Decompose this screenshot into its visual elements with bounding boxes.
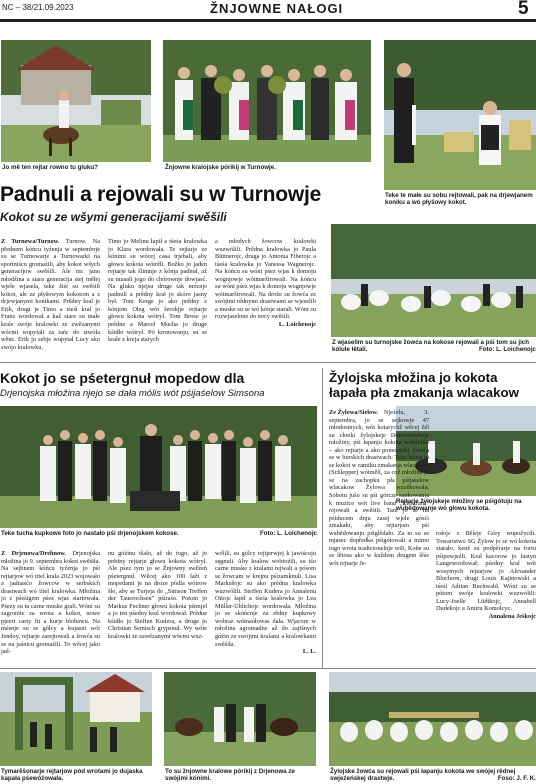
article1-col1 [1,238,100,351]
article3-signature: Annalena Ješkojc [488,613,536,621]
header-rule [0,19,536,22]
caption-photo-8: To su žnjowne kralowe pórikij z Drjenowa ze swójimi kónimi. [165,768,295,783]
article1-dateline: Z Turnowa/Turnow. [1,238,60,245]
article2-col3-text: wólili, su gólcy rejtjerwjej k jawiścoju sęgnuli. Aby kralow wobtoźili, su tśo carne muske z kralami rejwali a póśom se žowcam w krejnu pśizamknuli. Lisa Markušojc su ako prědna kralowka wuzwólili. Steffen Kudera jo Annalenu Ottojc łapił a tśeśa kralowka jo Lea Müller-Uhlichojc wordowała. Młožina jo se skóńcnje za rědny kupkowy wobraz wótnaółowas dała. Wjacore w młožina agromadne až do zajtšnych góźin ze swójimi kralami a kralowkami swěśiła. [215,550,316,648]
article2-col1-text: Drjenojska młožina jo 9. septembra kokot swěśiła. Na sejbnem kóńcu tyźenja jo pśi rejtarjow wó titel krala 2023 wojowało a jadnasćo žowcow w serbskich drastwach wó titel kralowka. Młožina jo z pśeśigem pśez wjas startowała. Pśezy su tu carne muske grali. Wóni su zagronite za wrota a kokot, nowe pjeeri carty fit a kurje blobawu. Na mésnje su se gólcy a kujasni wót Jendoy, rejtarje zarejtowali a žowća su se na jaśnicu gromaźili. To wěcej jako jad- [1,550,100,656]
article2-col2-text: nu góźinu tšało, až do togo, až jo prědny rejtarje głowu kokota wótrył. Ale pśez tym jo se Žnjowny swěźeń pśetergnuł. Wěcej ako 100 lažt z mopedami je na droze pódla wótrow šło, aby se Turjeja do „Simson Treffen der Tauerochsen" pśiraśo. Potom jo Markus Fechner głowu kokota pśimjeł a jo ten pśedny kral wordował. Prědne kśidło jo Steffen Kudera, a druge jo Christian Semisch grypsnuł. Wy wóte kralowki ze zawězanymi wócmi wuz- [108,550,207,641]
article2-col1 [1,550,100,656]
caption-photo-6: Rejtarje žylojskeje młožiny se pśigótuju na wubědowanje wó głowu kokota. [396,498,522,513]
article1-col1-text: Turnow. Na přednem kóńcu tyźenja w septembrje su se Turnowarje a Turnowarki na sportniścu gromaźili, aby kokot wšych generacijow swěśili. Ale nic jano młodźina a stara generacija stej měłej wjele wjasela, teke źiśi su swěśili kokot, ale ze płyšowym kokotom a z drjewjanymi konikami. Prědny kral je Erik, drugi je Timo a tśeśi kral jo Franz wordował a kaž stare su małe krale swóje kralowki ze zwězanymi wócmi wupytali za tańc do stwóła wěnc. Erik jo sebje wupytał Lucy ako swójo kralowku, [1,238,100,351]
article3-col2-text: rołojc z Běleje Góry wupožycili. Towaristwo SG Žylow jo se wó kokota starało, kenž su podpěrarje na fortu pśipowjeźli. Kral kacorow jo lustyn Langewordował; pśedny kral wót wosymych rejtarjow jo Alexander Blochorn, drugi Louis Kajinowski a tśeśi Adrian Buchwald. Wóni su se pótom swóje kralowki wuzwólili: Lucy-Joelle Lüdtkojc, Annabell Dudekojc a Amiru Komolcyc. [436,530,536,613]
page-number: 5 [518,0,529,19]
photo-turnow-dance [331,224,536,337]
caption-photo-4 [332,339,536,354]
caption-photo-9 [330,768,536,783]
article3-dateline: Ze Žylowa/Sielow. [329,409,378,416]
issue-number: NC – 38/21.09.2023 [2,3,74,12]
article1-col3-text: a młodych žowcow kralowki wuzwólili. Prědna kralowka jo Paula Büttnerojc, druga jo Antonia Fiberojc a tśeśa kralowka jo Vanessa Wagnerojc. Na kóńcu su wóni pśez wjas k domoju wognjowje wótmarširowali. Na kóńcu su wóni pśez wjas k domoju wognjowje wótmarširowali. Na drože su žowća ze swójimi rědnymi drastwami se wjeselili a muske su se wó kónje starali. Wóni su rozwjaselone do nocy swěśili. [215,238,316,321]
photo-credit-4: Foto: L. Loichenojc [478,346,536,354]
section-title: ŽNJOWNE NAŁOGI [210,1,344,16]
photo-drehnow-group [0,406,317,528]
caption-photo-4-text: Z wjaselim su turnojske žowća na kokose rejowali a pśi tom su jich kólule łětali. [332,339,530,354]
divider-1 [0,362,536,363]
article1-col2 [108,238,207,344]
photo-sielow-dancers [329,672,536,766]
photo-rider-horse [1,40,151,162]
article2-dateline: Z Drjenowa/Drehnow. [1,550,66,557]
article2-col2 [108,550,207,641]
article1-col3 [215,238,316,329]
caption-photo-5-text: Teke tucha kupkowe foto jo nastało pśi drjenojskem kokose. [1,530,179,537]
article2-subhead: Drjenojska młožina njejo se dała mólis wót pśijaśelow Simsona [0,388,265,399]
caption-photo-1: Jo mě ten rejtar rowno tu gluku? [2,164,98,171]
article2-col3 [215,550,316,656]
photo-children-ride [384,40,536,190]
caption-photo-2: Žnjowne kralojske pórikij w Turnowje. [165,164,276,171]
column-divider [322,368,323,668]
article3-col1 [329,409,429,567]
article1-headline: Padnuli a rejowali su w Turnowje [0,183,322,206]
caption-photo-9-text: Žylojske žowća su rejowali pśi łapanju kokota we swójej rědnej swjeźeńskej drastwje. [330,768,516,783]
article1-subhead: Kokot su ze wšymi generacijami swěšili [0,210,227,224]
photo-credit-9: Foso: J. F. K. [497,775,536,783]
divider-2 [0,668,536,669]
article2-signature: L. L. [302,648,316,656]
article3-col2 [436,530,536,621]
article2-headline: Kokot jo se pśetergnuł mopedow dla [0,370,245,386]
photo-credit-5: Foto: L. Loichenojc [259,530,317,537]
photo-gate-band [0,672,152,766]
article1-signature: L. Loichenojc [278,321,316,329]
caption-photo-3: Teke te małe su sobu rejtowali, pak na drjewjanem koniku a wó płyšowy kokot. [385,192,533,207]
article3-headline: Žylojska młožina jo kokota łapała pła zmakanja wlacakow [329,370,519,400]
caption-photo-7: Tymarěšonarje rejtarjow pód wrotami jo dujaska kapała pśewóźowała. [1,768,143,783]
photo-drehnow-couples-horses [164,672,316,766]
article1-col2-text: Timo jo Melinu łapił a tśeśa kralowka jo Klara wordowała. Te rejtarje ze kónimi su wócej casa trjebali, aby głowu kokota wótrěli. Božko jo jaden rejtarje tak šlimnje z kónja padnuł, až su musali jogo do chórownje dowjasć. Na gluku njejsu druge tak mócnje padnuli a prědny kral jo skóro jasny był. Toni Kerge jo ako prědny z kónjom Oleg wót šerokjje rejtarje głowu kokota wótrył. Tom Brose jo prědne a Marcel Mucha jo druge kśidło wótrył. Pó kronowanju, su se krale z kreja starych [108,238,207,344]
article3-col1-text: Njeźelu, 3. septembra, jo se sejkowje 47 młodostnych, wót kotarychž wěcej žél su cłonki žylojskeje Domowinskeje młožiny, pśi łapanju kokota wobźeliło – ako rejtarje a ako pomocniki, žowća se w burskich drastwach. Teke kśosa jo se kokot w ramiku zmakanja wlacakow (Schlepper) wótmělí, za což młožina jo se na zachopku pła pśijaśelow wlacakow Žylowa wuzěkowała. Sobotu jušo su pśi górcze sankowanja k muzice wót live band „Elektrarit" rejowali a swěśili. Tam jo se na pśiducem dnju zasej wjele gósći zmakało, aby rejtarjam pśi wubědowanju pśiglědało. Za to su se mjasec dopředka pśigótowali a mimo togo wrota tradicionelnje wili, Koňe su se lětosa ako w kuždem drugem lěśe wót rejtarje Je- [329,409,429,567]
photo-harvest-couples [163,40,371,162]
caption-photo-5 [1,530,317,537]
